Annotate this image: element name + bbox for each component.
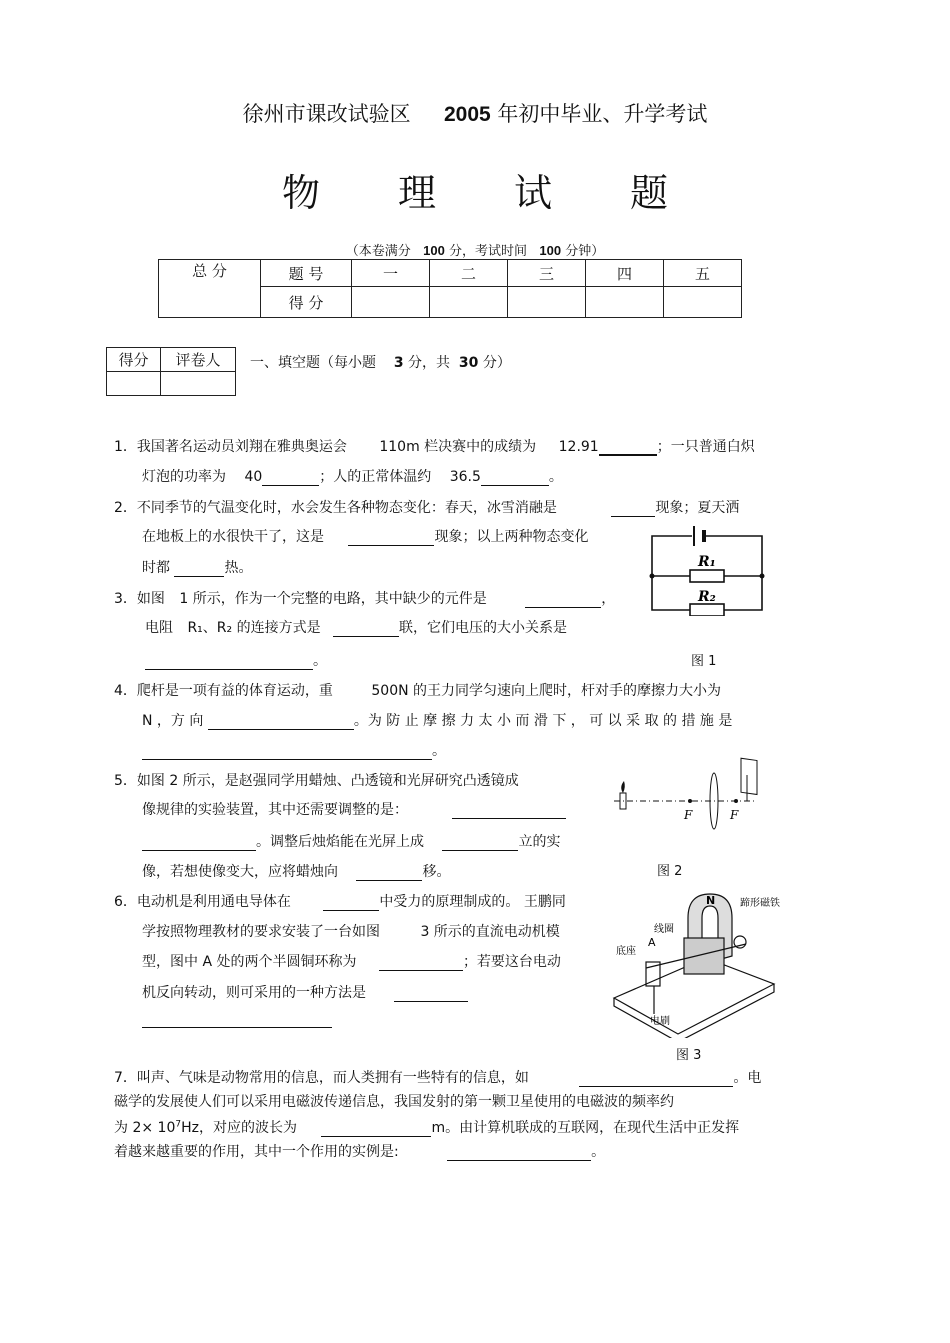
q2-text-e: 时都 xyxy=(142,560,170,576)
score-table-header-row xyxy=(159,260,742,287)
section-1-header: 一 xyxy=(352,260,430,287)
q6-text-f: ；若要这台电动 xyxy=(462,954,561,970)
q1-blank-1[interactable] xyxy=(599,454,657,456)
page-title: 物理试题 xyxy=(281,171,746,215)
candle-flame xyxy=(621,781,625,793)
resistor-r2 xyxy=(690,604,724,616)
q7-line2 xyxy=(114,1091,674,1111)
q6-line2 xyxy=(142,921,560,941)
info-mid: 分，考试时间 xyxy=(448,244,527,259)
q6-text-b: 中受力的原理制成的。 王鹏同 xyxy=(379,894,566,910)
q7-text-c: 磁学的发展使人们可以采用电磁波传递信息，我国发射的第一颗卫星使用的电磁波的频率约 xyxy=(114,1094,674,1110)
q2-text-c: 在地板上的水很快干了，这是 xyxy=(142,529,324,545)
q7-text-b: 。电 xyxy=(733,1070,762,1086)
q1-line1 xyxy=(114,436,755,456)
motor-diagram xyxy=(606,888,786,1038)
q1-line2 xyxy=(142,466,563,486)
q2-line3 xyxy=(142,557,252,577)
q4-blank-1[interactable] xyxy=(208,729,354,730)
r1-label: R₁ xyxy=(698,554,716,570)
q2-text-d: 现象；以上两种物态变化 xyxy=(434,529,589,545)
q1-text-c: 12.91 xyxy=(558,439,599,455)
q4-line1 xyxy=(114,680,721,700)
section-4-header: 四 xyxy=(586,260,664,287)
q4-text-c: N ，方 向 xyxy=(142,713,204,729)
q1-text-e: 灯泡的功率为 xyxy=(142,469,226,485)
q1-text-f: 40 xyxy=(244,469,263,485)
q3-text-d: 电阻 xyxy=(145,620,173,636)
junction-right xyxy=(760,574,765,579)
q1-text-g: ；人的正常体温约 xyxy=(319,469,432,485)
section-post: 分） xyxy=(482,355,511,371)
q4-blank-2[interactable] xyxy=(142,759,432,760)
q2-line2 xyxy=(142,526,588,546)
q3-text-b: 1 所示，作为一个完整的电路，其中缺少的元件是 xyxy=(179,591,487,607)
q2-blank-1[interactable] xyxy=(611,516,655,517)
exam-name: 年初中毕业、升学考试 xyxy=(497,102,708,126)
screen xyxy=(741,758,757,794)
grader-table xyxy=(106,347,236,396)
q2-blank-2[interactable] xyxy=(348,545,434,546)
focus-label-left: F xyxy=(684,808,693,822)
q1-text-i: 。 xyxy=(548,469,563,485)
q6-line3 xyxy=(142,951,561,971)
section-5-header: 五 xyxy=(664,260,742,287)
exam-header xyxy=(0,98,950,128)
base-label: 底座 xyxy=(616,946,636,957)
q3-blank-2[interactable] xyxy=(333,636,399,637)
q5-line1 xyxy=(114,770,519,790)
q7-blank-2[interactable] xyxy=(321,1136,431,1137)
q5-text-f: 移。 xyxy=(422,864,451,880)
q4-text-d: 。为 防 止 摩 擦 力 太 小 而 滑 下 ， 可 以 采 取 的 措 施 是 xyxy=(353,713,733,729)
q1-text-a: 1．我国著名运动员刘翔在雅典奥运会 xyxy=(114,439,347,455)
r2-label: R₂ xyxy=(698,589,716,605)
q2-text-b: 现象；夏天洒 xyxy=(655,500,740,516)
q1-text-b: 110m 栏决赛中的成绩为 xyxy=(379,439,537,455)
q2-text-a: 2．不同季节的气温变化时，水会发生各种物态变化：春天，冰雪消融是 xyxy=(114,500,557,516)
circuit-wire-r2-left xyxy=(652,576,690,610)
section-2-score[interactable] xyxy=(430,287,508,318)
q5-blank-3[interactable] xyxy=(442,850,518,851)
grader-name-label: 评卷人 xyxy=(161,348,236,372)
q2-line1 xyxy=(114,497,739,517)
focus-point-right xyxy=(734,799,738,803)
magnet-n-label: N xyxy=(706,894,716,907)
section-2-header: 二 xyxy=(430,260,508,287)
section-4-score[interactable] xyxy=(586,287,664,318)
grader-score-cell[interactable] xyxy=(107,372,161,396)
q3-text-c: ， xyxy=(601,591,616,607)
coil-label: 线圈 xyxy=(654,924,674,935)
q6-blank-1[interactable] xyxy=(323,910,379,911)
brush-label: 电刷 xyxy=(650,1016,670,1027)
section-3-header: 三 xyxy=(508,260,586,287)
q5-blank-2[interactable] xyxy=(142,850,256,851)
motor-coil xyxy=(684,938,724,974)
terminal xyxy=(734,936,746,948)
region-text: 徐州市课改试验区 xyxy=(242,102,411,126)
q6-text-c: 学按照物理教材的要求安装了一台如图 xyxy=(142,924,380,940)
q3-text-f: 联，它们电压的大小关系是 xyxy=(399,620,568,636)
per-score: 3 xyxy=(393,355,404,371)
q4-text-b: 500N 的王力同学匀速向上爬时，杆对手的摩擦力大小为 xyxy=(371,683,722,699)
section-1-score[interactable] xyxy=(352,287,430,318)
q6-line4 xyxy=(142,982,468,1002)
section-1-title xyxy=(250,352,511,372)
info-pre: （本卷满分 xyxy=(345,244,411,259)
focus-label-right: F xyxy=(730,808,739,822)
grader-name-cell[interactable] xyxy=(161,372,236,396)
q7-text-h: 。 xyxy=(591,1144,606,1160)
section-5-score[interactable] xyxy=(664,287,742,318)
q7-exponent: 7 xyxy=(175,1119,182,1130)
q7-text-a: 7．叫声、气味是动物常用的信息，而人类拥有一些特有的信息，如 xyxy=(114,1070,529,1086)
exam-year: 2005 xyxy=(443,103,491,126)
q7-text-d: 为 2× 10 xyxy=(114,1120,176,1136)
q5-line4 xyxy=(142,861,450,881)
q3-text-a: 3．如图 xyxy=(114,591,165,607)
q1-blank-2[interactable] xyxy=(262,485,319,486)
q6-line5 xyxy=(142,1012,332,1028)
q5-text-e: 像，若想使像变大，应将蜡烛向 xyxy=(142,864,338,880)
q6-text-a: 6．电动机是利用通电导体在 xyxy=(114,894,291,910)
q2-blank-3[interactable] xyxy=(174,576,224,577)
resistor-r1 xyxy=(690,570,724,582)
q3-line1 xyxy=(114,588,615,608)
full-score: 100 xyxy=(423,243,445,258)
fig2-label: 图 2 xyxy=(657,864,683,879)
score-label-cell: 得 分 xyxy=(261,287,352,318)
total-score-cell: 总 分 xyxy=(159,260,261,318)
q7-blank-1[interactable] xyxy=(579,1086,733,1087)
circuit-wire-left-top xyxy=(652,536,692,576)
junction-left xyxy=(650,574,655,579)
commutator-a-label: A xyxy=(648,936,656,949)
q7-line3 xyxy=(114,1117,739,1137)
q6-blank-3[interactable] xyxy=(394,1001,468,1002)
question-number-cell: 题 号 xyxy=(261,260,352,287)
q7-line1 xyxy=(114,1067,761,1087)
exam-info xyxy=(0,240,950,259)
magnet-label: 蹄形磁铁 xyxy=(740,898,780,909)
q5-line3 xyxy=(142,831,560,851)
q6-text-g: 机反向转动，则可采用的一种方法是 xyxy=(142,985,366,1001)
q6-line1 xyxy=(114,891,566,911)
q3-line2 xyxy=(145,617,567,637)
q6-text-e: 型，图中 A 处的两个半圆铜环称为 xyxy=(142,954,357,970)
q5-text-a: 5．如图 2 所示，是赵强同学用蜡烛、凸透镜和光屏研究凸透镜成 xyxy=(114,773,519,789)
section-3-score[interactable] xyxy=(508,287,586,318)
q3-line3 xyxy=(145,650,327,670)
q5-text-d: 立的实 xyxy=(518,834,561,850)
q5-blank-1[interactable] xyxy=(452,818,566,819)
focus-point-left xyxy=(688,799,692,803)
section-mid: 分，共 xyxy=(408,355,451,371)
q7-text-g: 着越来越重要的作用，其中一个作用的实例是: xyxy=(114,1144,399,1160)
q7-text-f: m。由计算机联成的互联网，在现代生活中正发挥 xyxy=(431,1120,740,1136)
q5-blank-4[interactable] xyxy=(356,880,422,881)
fig3-label: 图 3 xyxy=(676,1048,702,1063)
lens-diagram xyxy=(604,735,764,830)
q1-text-d: ；一只普通白炽 xyxy=(656,439,755,455)
q3-blank-3[interactable] xyxy=(145,669,313,670)
q6-text-d: 3 所示的直流电动机模 xyxy=(420,924,560,940)
q4-line3 xyxy=(142,740,446,760)
q7-blank-3[interactable] xyxy=(447,1160,591,1161)
circuit-wire-r2-right xyxy=(724,576,762,610)
q5-text-c: 。调整后烛焰能在光屏上成 xyxy=(256,834,424,850)
q7-text-e: Hz，对应的波长为 xyxy=(181,1120,297,1136)
fig1-label: 图 1 xyxy=(691,654,717,669)
q7-line4 xyxy=(114,1141,605,1161)
info-post: 分钟） xyxy=(565,244,605,259)
total-score: 30 xyxy=(458,355,479,371)
circuit-diagram xyxy=(648,520,768,616)
q6-blank-2[interactable] xyxy=(379,970,463,971)
grader-score-label: 得分 xyxy=(107,348,161,372)
score-table xyxy=(158,259,742,318)
q4-text-e: 。 xyxy=(432,743,446,759)
q4-text-a: 4．爬杆是一项有益的体育运动，重 xyxy=(114,683,333,699)
exam-time: 100 xyxy=(539,243,562,258)
q5-text-b: 像规律的实验装置，其中还需要调整的是： xyxy=(142,802,408,818)
q5-line2 xyxy=(142,799,566,819)
q1-text-h: 36.5 xyxy=(449,469,481,485)
section-title-text: 一、填空题（每小题 xyxy=(250,355,376,371)
q3-text-g: 。 xyxy=(313,653,327,669)
q1-blank-3[interactable] xyxy=(481,485,549,486)
q4-line2 xyxy=(142,710,732,730)
q3-blank-1[interactable] xyxy=(525,607,601,608)
q3-text-e: R₁、R₂ 的连接方式是 xyxy=(187,620,321,636)
q2-text-f: 热。 xyxy=(224,560,253,576)
q6-blank-4[interactable] xyxy=(142,1027,332,1028)
